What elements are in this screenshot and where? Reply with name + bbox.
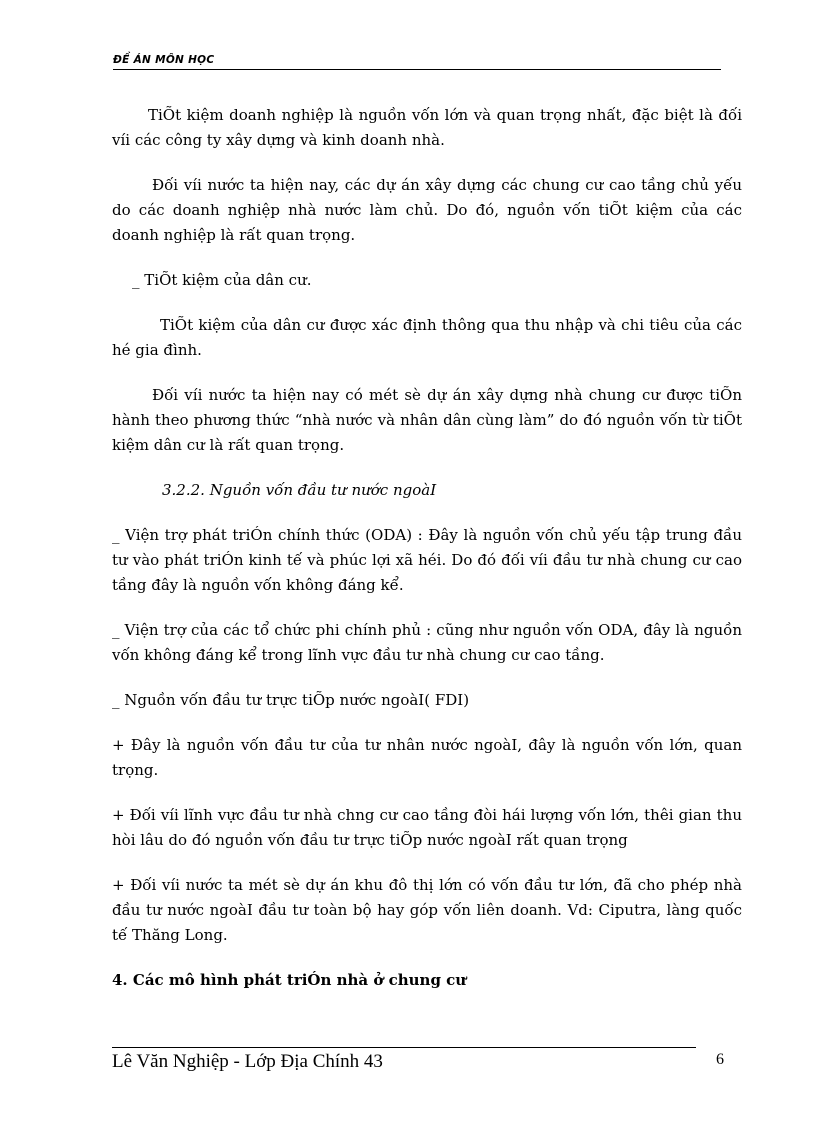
section-heading: 3.2.2. Nguồn vốn đầu tư nước ngoàI xyxy=(162,481,437,499)
paragraph: _ Nguồn vốn đầu tư trực tiÕp nước ngoàI( FDI) xyxy=(112,691,470,709)
paragraph: + Đây là nguồn vốn đầu tư của tư nhân nước ngoàI, đây là nguồn vốn lớn, quan trọng. xyxy=(112,736,742,779)
paragraph: Đối víi nước ta hiện nay, các dự án xây dựng các chung cư cao tầng chủ yếu do các doanh nghiệp nhà nước làm chủ. Do đó, nguồn vốn tiÕt kiệm của các doanh nghiệp là rất quan trọng. xyxy=(112,176,742,244)
paragraph: Đối víi nước ta hiện nay có mét sè dự án xây dựng nhà chung cư được tiÕn hành theo phương thức “nhà nước và nhân dân cùng làm” do đó nguồn vốn từ tiÕt kiệm dân cư là rất quan trọng. xyxy=(112,386,742,454)
document-body xyxy=(112,103,742,1013)
page-header xyxy=(113,48,721,70)
paragraph: + Đối víi lĩnh vực đầu tư nhà chng cư cao tầng đòi hái lượng vốn lớn, thêi gian thu hòi lâu do đó nguồn vốn đầu tư trực tiÕp nước ngoàI rất quan trọng xyxy=(112,806,742,849)
paragraph: TiÕt kiệm của dân cư được xác định thông qua thu nhập và chi tiêu của các hé gia đình. xyxy=(112,316,742,359)
paragraph: + Đối víi nước ta mét sè dự án khu đô thị lớn có vốn đầu tư lớn, đã cho phép nhà đầu tư nước ngoàI đầu tư toàn bộ hay góp vốn liên doanh. Vd: Ciputra, làng quốc tế Thăng Long. xyxy=(112,876,742,944)
paragraph: _ Viện trợ của các tổ chức phi chính phủ : cũng như nguồn vốn ODA, đây là nguồn vốn không đáng kể trong lĩnh vực đầu tư nhà chung cư cao tầng. xyxy=(112,621,742,664)
page-number: 6 xyxy=(716,1051,724,1068)
paragraph: _ Viện trợ phát triÓn chính thức (ODA) : Đây là nguồn vốn chủ yếu tập trung đầu tư vào phát triÓn kinh tế và phúc lợi xã héi. Do đó đối víi đầu tư nhà chung cư cao tầng đây là nguồn vốn không đáng kể. xyxy=(112,526,742,594)
footer-author: Lê Văn Nghiệp - Lớp Địa Chính 43 xyxy=(112,1051,383,1072)
paragraph: _ TiÕt kiệm của dân cư. xyxy=(132,271,312,289)
header-title: ĐỀ ÁN MÔN HỌC xyxy=(113,54,215,66)
paragraph: TiÕt kiệm doanh nghiệp là nguồn vốn lớn và quan trọng nhất, đặc biệt là đối víi các công ty xây dựng và kinh doanh nhà. xyxy=(112,106,742,149)
footer-divider xyxy=(112,1047,696,1048)
section-heading: 4. Các mô hình phát triÓn nhà ở chung cư xyxy=(112,971,467,989)
